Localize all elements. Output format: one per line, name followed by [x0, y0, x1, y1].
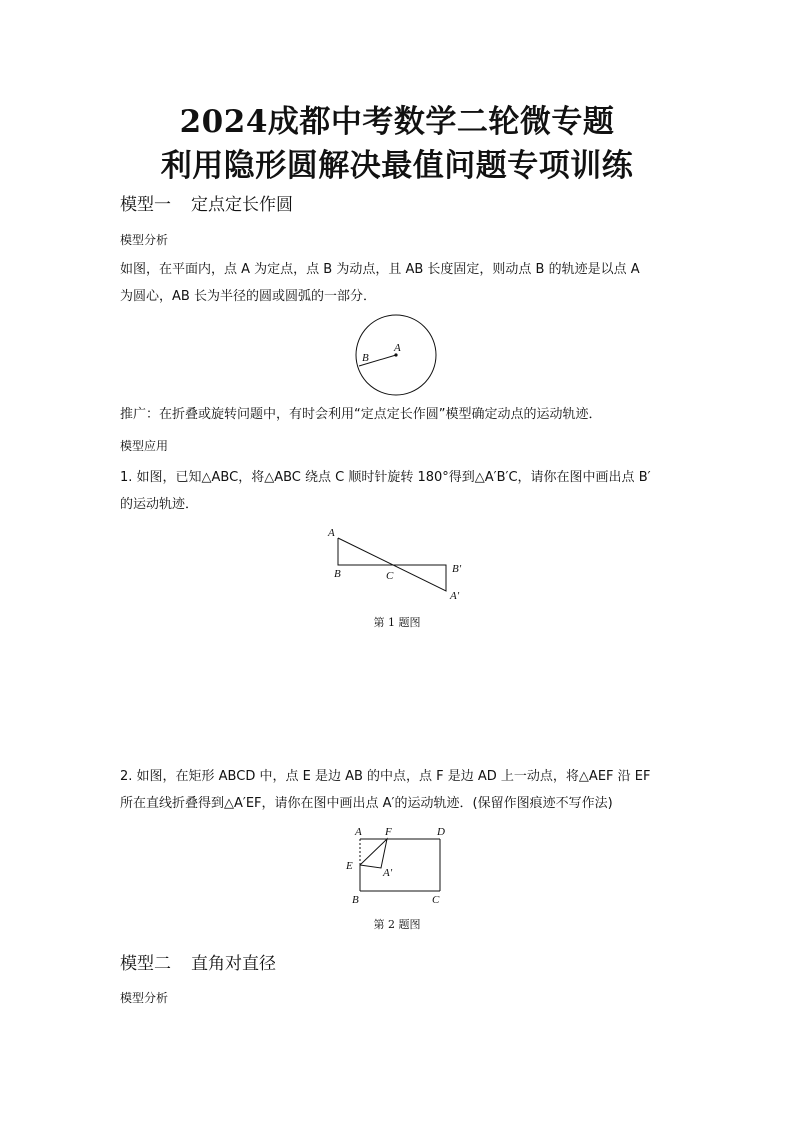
- model1-analysis-line1: 如图，在平面内，点 A 为定点，点 B 为动点，且 AB 长度固定，则动点 B 的轨迹是以点 A: [120, 262, 640, 277]
- fig1-label-a: A: [328, 527, 335, 539]
- model1-application-label: 模型应用: [120, 439, 169, 453]
- question1-caption: 第 1 题图: [373, 616, 421, 629]
- question2-line1: 2. 如图，在矩形 ABCD 中，点 E 是边 AB 的中点，点 F 是边 AD 上一动点，将△AEF 沿 EF: [120, 769, 651, 784]
- question2-caption: 第 2 题图: [373, 918, 421, 931]
- triangles-abc-a2b2c: [338, 538, 446, 591]
- fig2-label-c: C: [432, 894, 440, 906]
- fig2-folded-triangle: [360, 839, 387, 868]
- model2-heading-title: 直角对直径: [191, 954, 276, 974]
- model1-heading: [120, 190, 293, 215]
- model1-heading-number: 模型一: [120, 195, 171, 215]
- model2-analysis-label: 模型分析: [120, 991, 169, 1005]
- question1-figure: [322, 524, 472, 604]
- question2-text: [120, 763, 690, 817]
- fig1-label-c: C: [386, 570, 394, 582]
- fig2-label-a-prime: A′: [383, 867, 393, 879]
- question1-line1: 1. 如图，已知△ABC，将△ABC 绕点 C 顺时针旋转 180°得到△A′B′C，请你在图中画出点 B′: [120, 470, 651, 485]
- model1-analysis-line2: 为圆心，AB 长为半径的圆或圆弧的一部分．: [120, 289, 376, 304]
- question1-text: [120, 464, 680, 518]
- model2-heading: [120, 949, 276, 974]
- label-point-b: B: [362, 352, 369, 364]
- page-title-line1: 2024成都中考数学二轮微专题: [179, 104, 615, 140]
- fig2-label-d: D: [437, 826, 445, 838]
- label-point-a: A: [394, 342, 401, 354]
- question2-figure: [340, 824, 460, 910]
- fig2-label-a: A: [355, 826, 362, 838]
- model1-analysis-label: 模型分析: [120, 233, 169, 247]
- fig2-label-e: E: [346, 860, 353, 872]
- fig1-label-a-prime: A′: [450, 590, 460, 602]
- fig1-label-b-prime: B′: [452, 563, 462, 575]
- fig1-label-b: B: [334, 568, 341, 580]
- model2-heading-number: 模型二: [120, 954, 171, 974]
- question2-line2: 所在直线折叠得到△A′EF，请你在图中画出点 A′的运动轨迹．(保留作图痕迹不写作法): [120, 796, 613, 811]
- model1-analysis-text: [120, 256, 680, 310]
- fig2-label-b: B: [352, 894, 359, 906]
- page-title-line2: 利用隐形圆解决最值问题专项训练: [160, 148, 634, 184]
- model1-heading-title: 定点定长作圆: [191, 195, 293, 215]
- model1-extension-text: 推广：在折叠或旋转问题中，有时会利用“定点定长作圆”模型确定动点的运动轨迹．: [120, 407, 602, 422]
- question1-line2: 的运动轨迹．: [120, 497, 199, 512]
- fig2-label-f: F: [385, 826, 392, 838]
- model1-circle-figure: [350, 312, 442, 398]
